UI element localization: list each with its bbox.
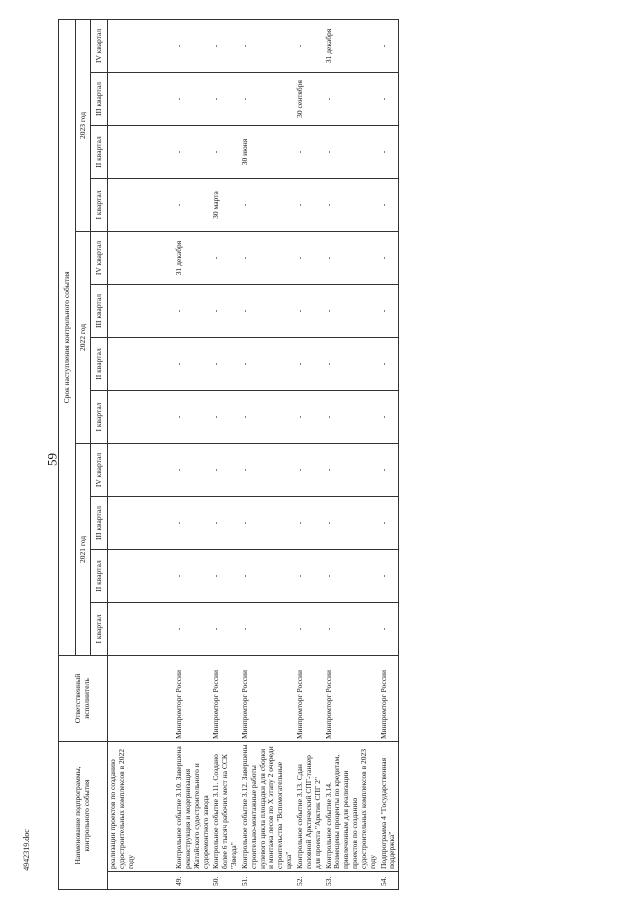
empty-quarter-cell: -	[211, 549, 240, 602]
empty-quarter-cell: -	[295, 337, 324, 390]
empty-quarter-cell: -	[174, 496, 211, 549]
event-name: Контрольное событие 3.10. Завершена реконструкция и модернизация Жатайского судостроительного и судоремонтного завода	[174, 741, 211, 871]
empty-quarter-cell: -	[295, 231, 324, 284]
empty-quarter-cell: -	[324, 443, 379, 496]
executor: Минпромторг России	[324, 655, 379, 741]
empty-quarter-cell: -	[324, 390, 379, 443]
empty-quarter-cell: -	[379, 443, 399, 496]
deadline-date: 31 декабря	[324, 19, 379, 72]
empty-quarter-cell: -	[174, 125, 211, 178]
empty-quarter-cell: -	[240, 337, 295, 390]
empty-quarter-cell: -	[379, 72, 399, 125]
row-number: 49.	[174, 872, 211, 890]
empty-quarter-cell: -	[174, 602, 211, 655]
empty-quarter-cell: -	[324, 231, 379, 284]
empty-quarter-cell: -	[379, 231, 399, 284]
executor: Минпромторг России	[379, 655, 399, 741]
event-name: Контрольное событие 3.14. Возмещены проценты по кредитам, привлеченным для реализации проектов по созданию судостроительных комплексов в 2023 году	[324, 741, 379, 871]
empty-quarter-cell: -	[211, 390, 240, 443]
table-row	[108, 19, 175, 889]
header-year: 2021 год	[76, 443, 91, 655]
table-row	[240, 19, 295, 889]
empty-quarter-cell: -	[324, 284, 379, 337]
empty-quarter-cell: -	[211, 443, 240, 496]
empty-quarter-cell: -	[211, 284, 240, 337]
empty-quarter-cell: -	[295, 496, 324, 549]
continuation-text: реализации проектов по созданию судостроительных комплексов в 2022 году	[108, 741, 175, 871]
empty-quarter-cell: -	[240, 496, 295, 549]
table-header	[59, 19, 108, 889]
empty-quarter-cell: -	[174, 19, 211, 72]
table-sheet	[58, 20, 610, 890]
empty-quarter-cell: -	[295, 178, 324, 231]
deadline-date: 30 марта	[211, 178, 240, 231]
executor: Минпромторг России	[240, 655, 295, 741]
empty-quarter-cell: -	[324, 72, 379, 125]
empty-quarter-cell: -	[379, 125, 399, 178]
row-number: 54.	[379, 872, 399, 890]
empty-quarter-cell: -	[240, 72, 295, 125]
empty-quarter-cell: -	[324, 125, 379, 178]
header-quarter: I квартал	[91, 390, 108, 443]
executor: Минпромторг России	[211, 655, 240, 741]
empty-quarter-cell: -	[295, 549, 324, 602]
row-number: 52.	[295, 872, 324, 890]
empty-quarter-cell: -	[174, 390, 211, 443]
header-year: 2023 год	[76, 19, 91, 231]
empty-quarter-cell: -	[379, 602, 399, 655]
deadline-date: 31 декабря	[174, 231, 211, 284]
header-quarter: IV квартал	[91, 443, 108, 496]
event-name: Контрольное событие 3.11. Создано более 6 тысяч рабочих мест на ССК "Звезда"	[211, 741, 240, 871]
empty-quarter-cell: -	[174, 284, 211, 337]
event-name: Контрольное событие 3.13. Сдан головной Арктический СПГ-танкер для проекта "Арктик СПГ 2"	[295, 741, 324, 871]
header-name-column: Наименование подпрограммы, контрольного события	[59, 741, 108, 889]
executor: Минпромторг России	[174, 655, 211, 741]
empty-quarter-cell: -	[240, 284, 295, 337]
empty-quarter-cell: -	[211, 602, 240, 655]
event-name: Контрольное событие 3.12. Завершены строительно-монтажные работы нулевого цикла площадки для сборки и монтажа лесов по Х этапу 2 очереди строительства "Вспомогательные цеха"	[240, 741, 295, 871]
header-quarter: I квартал	[91, 178, 108, 231]
header-quarter: II квартал	[91, 549, 108, 602]
table-body	[108, 19, 399, 889]
empty-quarter-cell: -	[174, 72, 211, 125]
empty-quarter-cell: -	[211, 496, 240, 549]
empty-quarter-cell: -	[211, 72, 240, 125]
row-number: 51.	[240, 872, 295, 890]
empty-quarter-cell: -	[295, 602, 324, 655]
empty-quarter-cell: -	[324, 178, 379, 231]
empty-quarter-cell: -	[240, 549, 295, 602]
header-quarter: III квартал	[91, 72, 108, 125]
header-quarter: II квартал	[91, 125, 108, 178]
empty-quarter-cell: -	[174, 178, 211, 231]
empty-quarter-cell: -	[379, 496, 399, 549]
empty-quarter-cell: -	[324, 549, 379, 602]
header-quarter: IV квартал	[91, 19, 108, 72]
table-row	[379, 19, 399, 889]
empty-quarter-cell: -	[174, 549, 211, 602]
document-id: 4942319.doc	[22, 829, 31, 871]
empty-quarter-cell: -	[379, 390, 399, 443]
header-quarter: IV квартал	[91, 231, 108, 284]
empty-quarter-cell: -	[240, 602, 295, 655]
executor: Минпромторг России	[295, 655, 324, 741]
table-row	[324, 19, 379, 889]
empty-quarter-cell: -	[240, 19, 295, 72]
header-quarter: II квартал	[91, 337, 108, 390]
header-quarter: III квартал	[91, 496, 108, 549]
header-quarter: III квартал	[91, 284, 108, 337]
empty-quarter-cell: -	[295, 443, 324, 496]
empty-quarter-cell: -	[240, 231, 295, 284]
empty-quarter-cell: -	[295, 125, 324, 178]
header-executor-column: Ответственный исполнитель	[59, 655, 108, 741]
empty-quarter-cell: -	[211, 125, 240, 178]
empty-quarter-cell: -	[211, 231, 240, 284]
deadline-date: 30 июня	[240, 125, 295, 178]
empty-quarter-cell: -	[211, 337, 240, 390]
empty-quarter-cell: -	[240, 443, 295, 496]
empty-quarter-cell: -	[324, 337, 379, 390]
empty-quarter-cell: -	[240, 390, 295, 443]
empty-quarter-cell: -	[174, 337, 211, 390]
control-events-table	[58, 19, 399, 890]
empty-quarter-cell: -	[295, 19, 324, 72]
empty-quarter-cell: -	[174, 443, 211, 496]
deadline-date: 30 сентября	[295, 72, 324, 125]
row-number: 50.	[211, 872, 240, 890]
empty-quarter-cell: -	[240, 178, 295, 231]
table-row	[211, 19, 240, 889]
empty-quarter-cell: -	[211, 19, 240, 72]
header-year: 2022 год	[76, 231, 91, 443]
empty-quarter-cell: -	[295, 390, 324, 443]
empty-quarter-cell: -	[379, 549, 399, 602]
empty-quarter-cell: -	[379, 178, 399, 231]
table-row	[174, 19, 211, 889]
page-number: 59	[44, 453, 60, 466]
header-quarter: I квартал	[91, 602, 108, 655]
empty-quarter-cell: -	[324, 602, 379, 655]
event-name: Подпрограмма 4 "Государственная поддержка"	[379, 741, 399, 871]
empty-quarter-cell: -	[379, 284, 399, 337]
empty-quarter-cell: -	[379, 337, 399, 390]
header-deadline-column: Срок наступления контрольного события	[59, 19, 76, 655]
row-number: 53.	[324, 872, 379, 890]
empty-quarter-cell: -	[324, 496, 379, 549]
empty-quarter-cell: -	[379, 19, 399, 72]
table-row	[295, 19, 324, 889]
empty-quarter-cell: -	[295, 284, 324, 337]
